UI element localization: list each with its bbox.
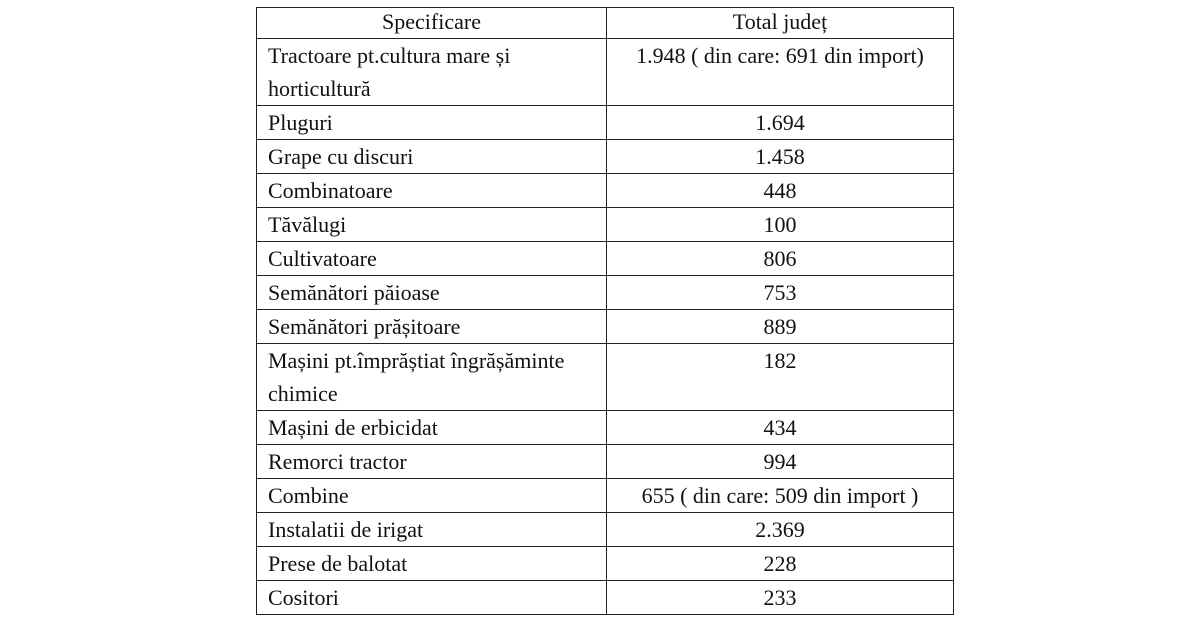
specificare-cell: Tăvălugi [257,208,607,242]
table-body [257,39,954,615]
table-row [257,547,954,581]
column-header-specificare: Specificare [257,8,607,39]
total-judet-cell: 100 [607,208,954,242]
specificare-cell: Grape cu discuri [257,140,607,174]
specificare-cell: Pluguri [257,106,607,140]
total-judet-cell: 228 [607,547,954,581]
total-judet-cell: 655 ( din care: 509 din import ) [607,479,954,513]
specificare-cell: Semănători prășitoare [257,310,607,344]
specificare-cell: Combinatoare [257,174,607,208]
specificare-cell: Semănători păioase [257,276,607,310]
table-row [257,276,954,310]
table-row [257,140,954,174]
equipment-table [256,7,954,615]
specificare-cell: Instalatii de irigat [257,513,607,547]
total-judet-cell: 753 [607,276,954,310]
table-header-row [257,8,954,39]
table-row [257,411,954,445]
table-row [257,581,954,615]
table-row [257,445,954,479]
total-judet-cell: 448 [607,174,954,208]
total-judet-cell: 434 [607,411,954,445]
total-judet-cell: 1.948 ( din care: 691 din import) [607,39,954,106]
specificare-cell: Combine [257,479,607,513]
specificare-cell: Mașini pt.împrăștiat îngrășăminte chimice [257,344,607,411]
specificare-cell: Cositori [257,581,607,615]
table-row [257,242,954,276]
total-judet-cell: 233 [607,581,954,615]
total-judet-cell: 889 [607,310,954,344]
table-row [257,106,954,140]
column-header-total-judet: Total județ [607,8,954,39]
total-judet-cell: 2.369 [607,513,954,547]
table-row [257,513,954,547]
specificare-cell: Cultivatoare [257,242,607,276]
specificare-cell: Tractoare pt.cultura mare și horticultură [257,39,607,106]
total-judet-cell: 1.694 [607,106,954,140]
table-row [257,479,954,513]
table-row [257,39,954,106]
table-row [257,344,954,411]
total-judet-cell: 1.458 [607,140,954,174]
table-row [257,208,954,242]
total-judet-cell: 182 [607,344,954,411]
total-judet-cell: 994 [607,445,954,479]
table-row [257,310,954,344]
table-row [257,174,954,208]
total-judet-cell: 806 [607,242,954,276]
specificare-cell: Prese de balotat [257,547,607,581]
specificare-cell: Remorci tractor [257,445,607,479]
specificare-cell: Mașini de erbicidat [257,411,607,445]
